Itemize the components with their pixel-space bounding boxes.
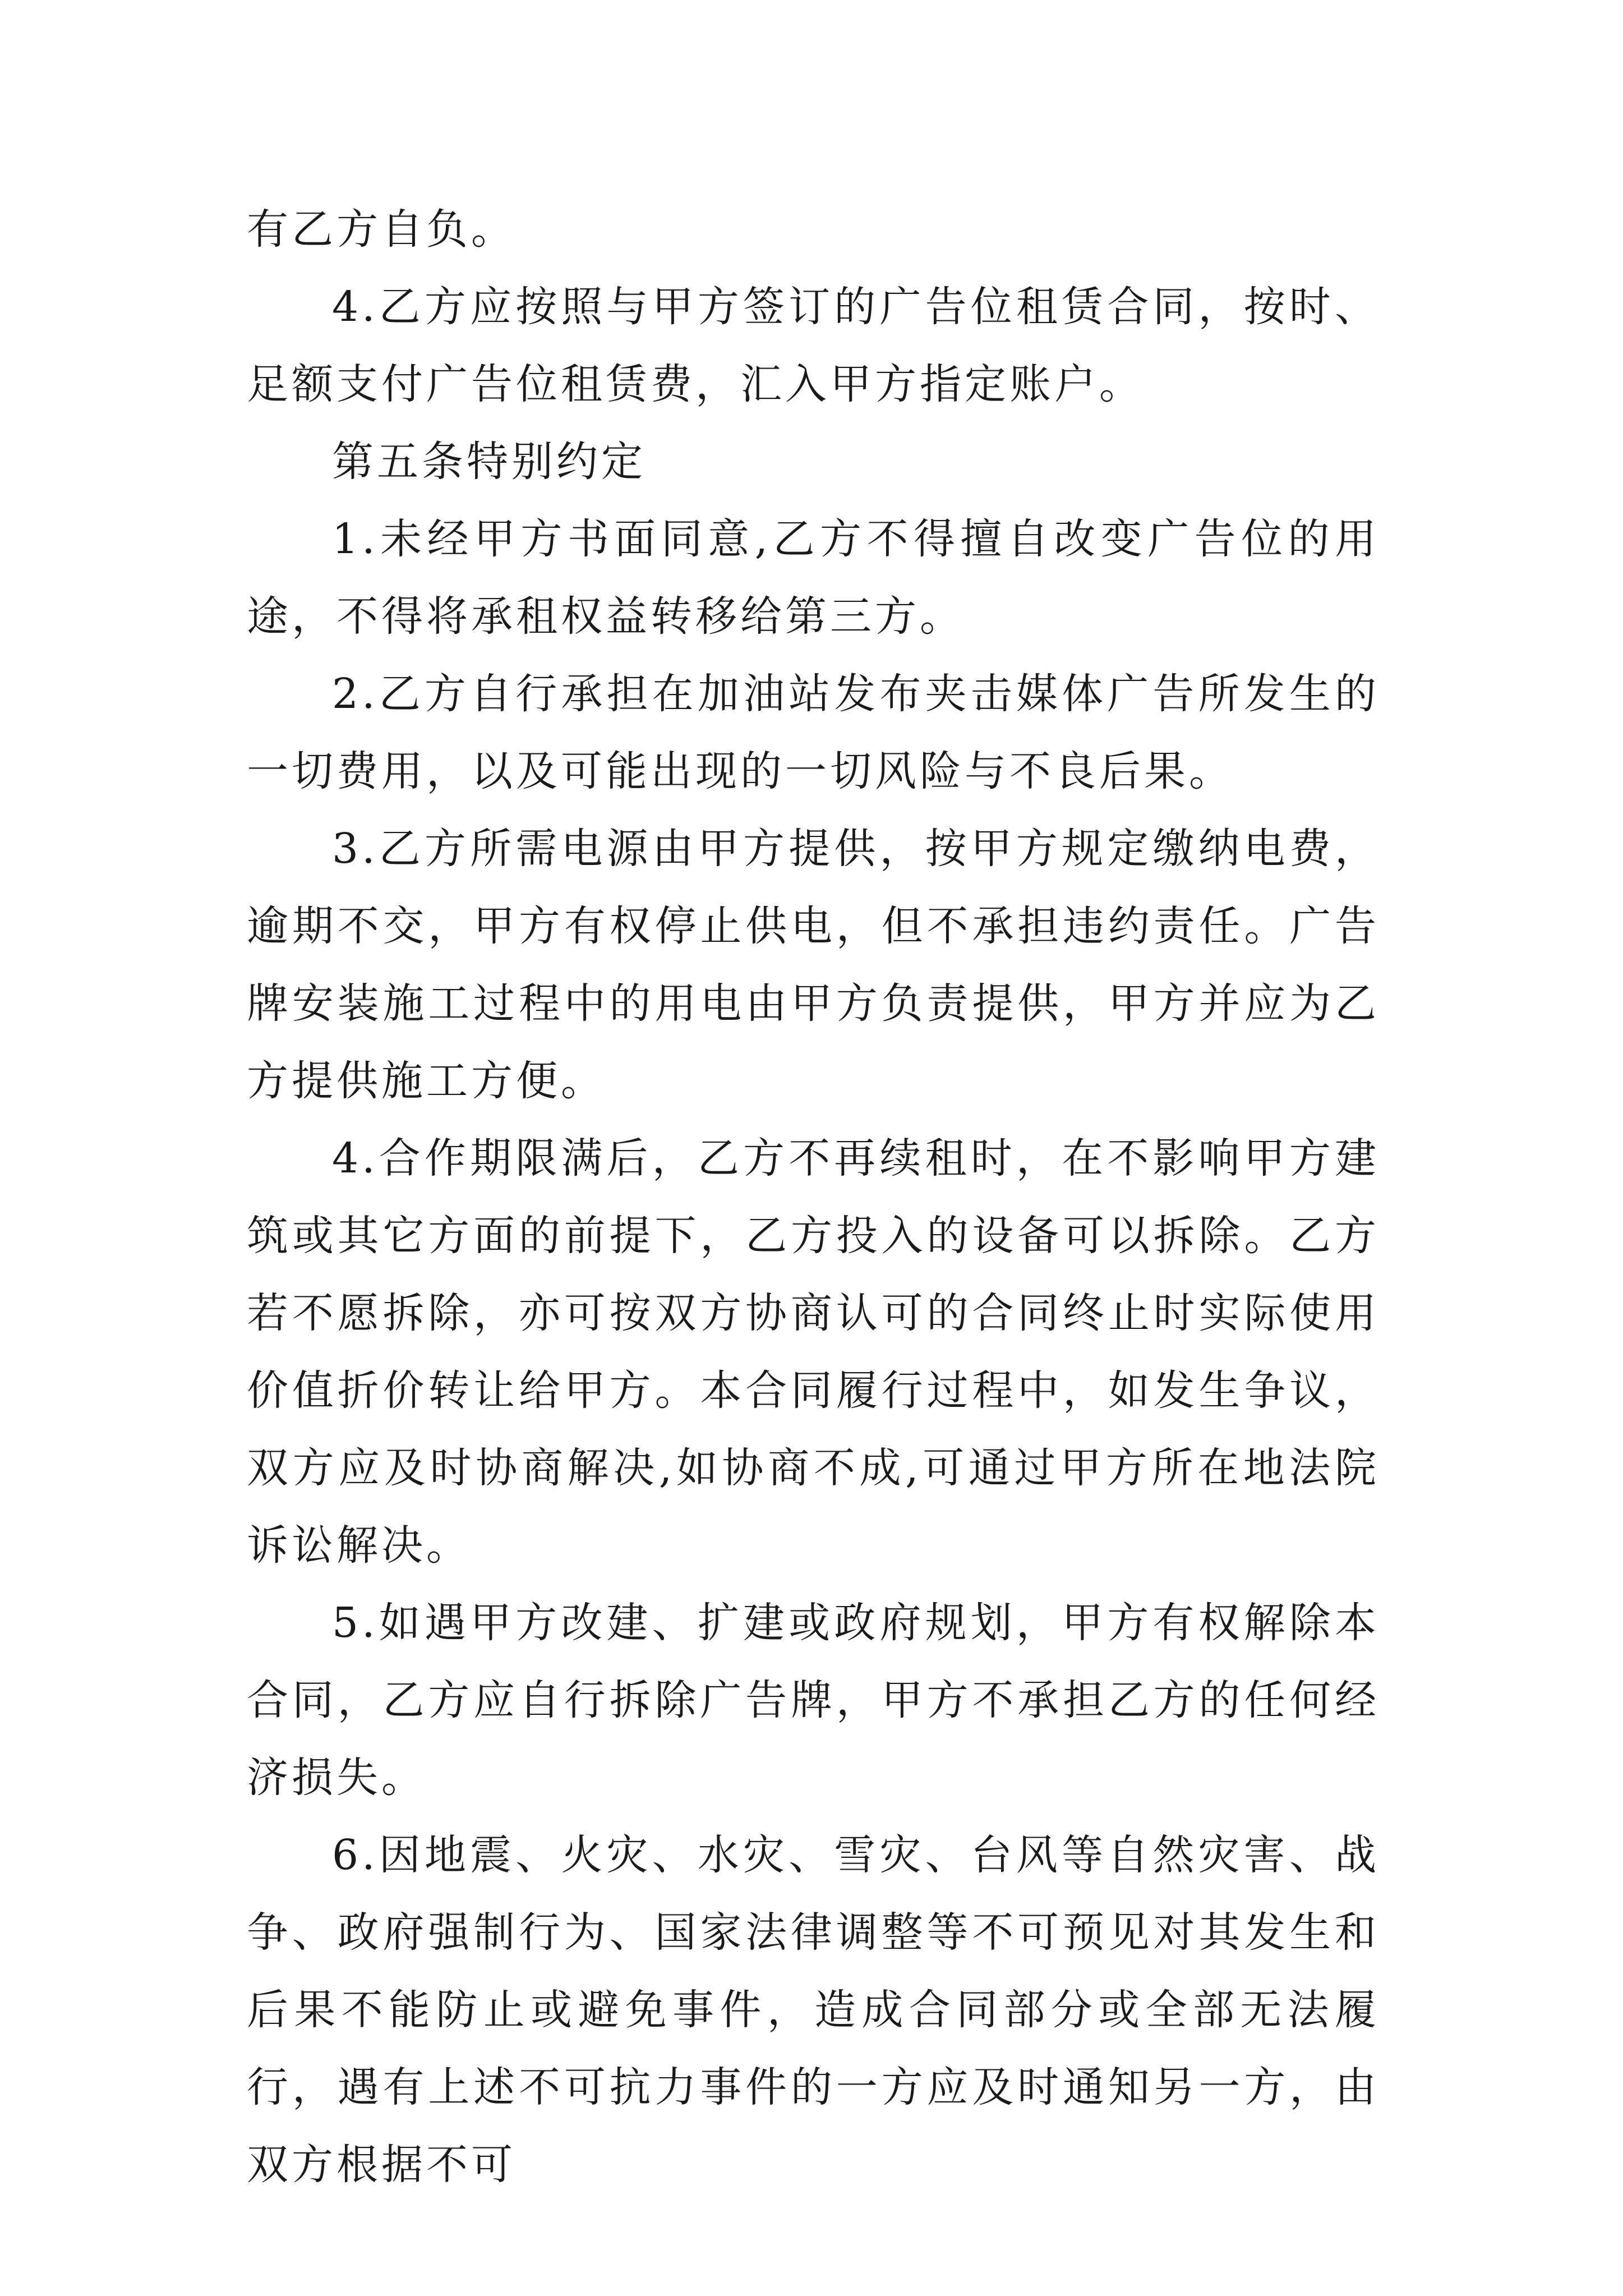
paragraph-special-3: 3.乙方所需电源由甲方提供，按甲方规定缴纳电费，逾期不交，甲方有权停止供电，但不承担违约责任。广告牌安装施工过程中的用电由甲方负责提供，甲方并应为乙方提供施工方便。 [247, 825, 1380, 1105]
paragraph-special-1: 1.未经甲方书面同意,乙方不得擅自改变广告位的用途，不得将承租权益转移给第三方。 [247, 515, 1380, 641]
paragraph-special-5: 5.如遇甲方改建、扩建或政府规划，甲方有权解除本合同，乙方应自行拆除广告牌，甲方不承担乙方的任何经济损失。 [247, 1599, 1380, 1802]
paragraph-special-6: 6.因地震、火灾、水灾、雪灾、台风等自然灾害、战争、政府强制行为、国家法律调整等不可预见对其发生和后果不能防止或避免事件，造成合同部分或全部无法履行，遇有上述不可抗力事件的一方应及时通知另一方，由双方根据不可 [247, 1831, 1380, 2189]
paragraph-special-4: 4.合作期限满后，乙方不再续租时，在不影响甲方建筑或其它方面的前提下，乙方投入的设备可以拆除。乙方若不愿拆除，亦可按双方协商认可的合同终止时实际使用价值折价转让给甲方。本合同履行过程中，如发生争议，双方应及时协商解决,如协商不成,可通过甲方所在地法院诉讼解决。 [247, 1134, 1380, 1570]
paragraph-clause-4-payment: 4.乙方应按照与甲方签订的广告位租赁合同，按时、足额支付广告位租赁费，汇入甲方指定账户。 [247, 283, 1380, 408]
document-body [247, 191, 1380, 2203]
paragraph-continuation: 有乙方自负。 [247, 205, 516, 254]
paragraph-special-2: 2.乙方自行承担在加油站发布夹击媒体广告所发生的一切费用，以及可能出现的一切风险与不良后果。 [247, 670, 1380, 795]
section-heading-article-5: 第五条特别约定 [332, 438, 646, 486]
